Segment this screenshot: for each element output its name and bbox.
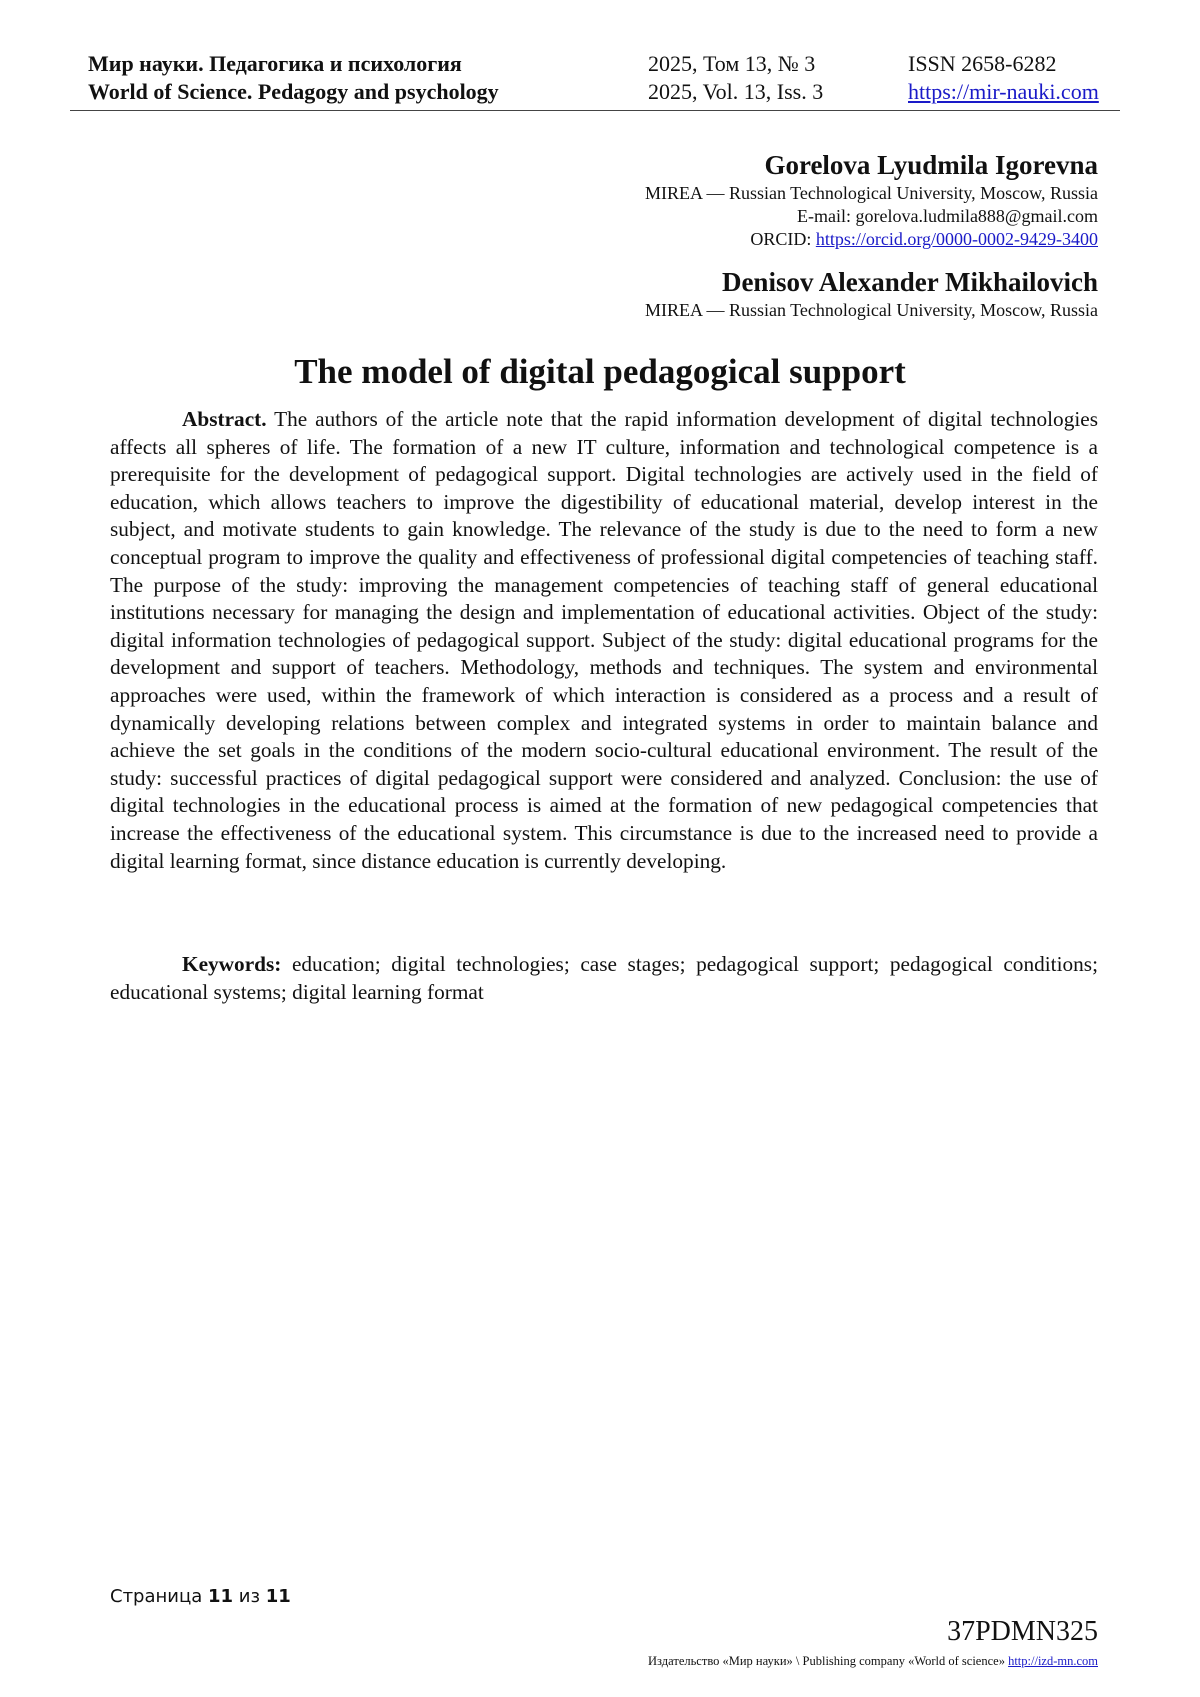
keywords-paragraph (110, 951, 1098, 1006)
header-divider (70, 110, 1120, 111)
author-affiliation: MIREA — Russian Technological University, Moscow, Russia (644, 183, 1098, 203)
journal-header (70, 50, 1120, 106)
abstract-paragraph (110, 406, 1098, 875)
page-middle: из (233, 1586, 266, 1607)
authors-block (645, 148, 1098, 322)
issue-info-ru: 2025, Том 13, № 3 (648, 51, 816, 76)
issue-info-en: 2025, Vol. 13, Iss. 3 (648, 79, 824, 104)
publisher-line (648, 1654, 1098, 1669)
page-counter (110, 1586, 291, 1607)
publisher-text: Издательство «Мир науки» \ Publishing company «World of science» (648, 1654, 1009, 1668)
keywords-label: Keywords: (182, 952, 282, 976)
orcid-link[interactable]: https://orcid.org/0000-0002-9429-3400 (815, 229, 1098, 249)
journal-title-ru: Мир науки. Педагогика и психология (88, 51, 462, 76)
abstract-label: Abstract. (182, 407, 267, 431)
page-total: 11 (265, 1586, 291, 1607)
author-name: Gorelova Lyudmila Igorevna (764, 150, 1098, 180)
issn: ISSN 2658-6282 (908, 51, 1057, 76)
publisher-link[interactable]: http://izd-mn.com (1008, 1654, 1098, 1668)
article-title: The model of digital pedagogical support (294, 352, 906, 391)
keywords-text: education; digital technologies; case stages; pedagogical support; pedagogical conditions; educational systems; digital learning format (110, 952, 1098, 1004)
journal-title-en: World of Science. Pedagogy and psychology (88, 79, 499, 104)
author-affiliation: MIREA — Russian Technological University, Moscow, Russia (644, 300, 1098, 320)
page-current: 11 (207, 1586, 234, 1607)
author-email: E-mail: gorelova.ludmila888@gmail.com (796, 206, 1098, 226)
author-orcid (645, 228, 1098, 251)
article-code: 37PDMN325 (947, 1616, 1098, 1647)
author-name: Denisov Alexander Mikhailovich (721, 267, 1098, 297)
page-prefix: Страница (110, 1586, 208, 1607)
journal-site-link[interactable]: https://mir-nauki.com (908, 79, 1099, 104)
orcid-label: ORCID: (750, 229, 816, 249)
abstract-text: The authors of the article note that the rapid information development of digital technologies affects all spheres of life. The formation of a new IT culture, information and technological competence is a prerequisite for the development of pedagogical support. Digital technologies are actively used in the field of education, which allows teachers to improve the digestibility of educational material, develop interest in the subject, and motivate students to gain knowledge. The relevance of the study is due to the need to form a new conceptual program to improve the quality and effectiveness of professional digital competencies of teaching staff. The purpose of the study: improving the management competencies of teaching staff of general educational institutions necessary for managing the design and implementation of educational activities. Object of the study: digital information technologies of pedagogical support. Subject of the study: digital educational programs for the development and support of teachers. Methodology, methods and techniques. The system and environmental approaches were used, within the framework of which interaction is considered as a process and a result of dynamically developing relations between complex and integrated systems in order to maintain balance and achieve the set goals in the conditions of the modern socio-cultural educational environment. The result of the study: successful practices of digital pedagogical support were considered and analyzed. Conclusion: the use of digital technologies in the educational process is aimed at the formation of new pedagogical competencies that increase the effectiveness of the educational system. This circumstance is due to the increased need to provide a digital learning format, since distance education is currently developing. (110, 407, 1098, 873)
